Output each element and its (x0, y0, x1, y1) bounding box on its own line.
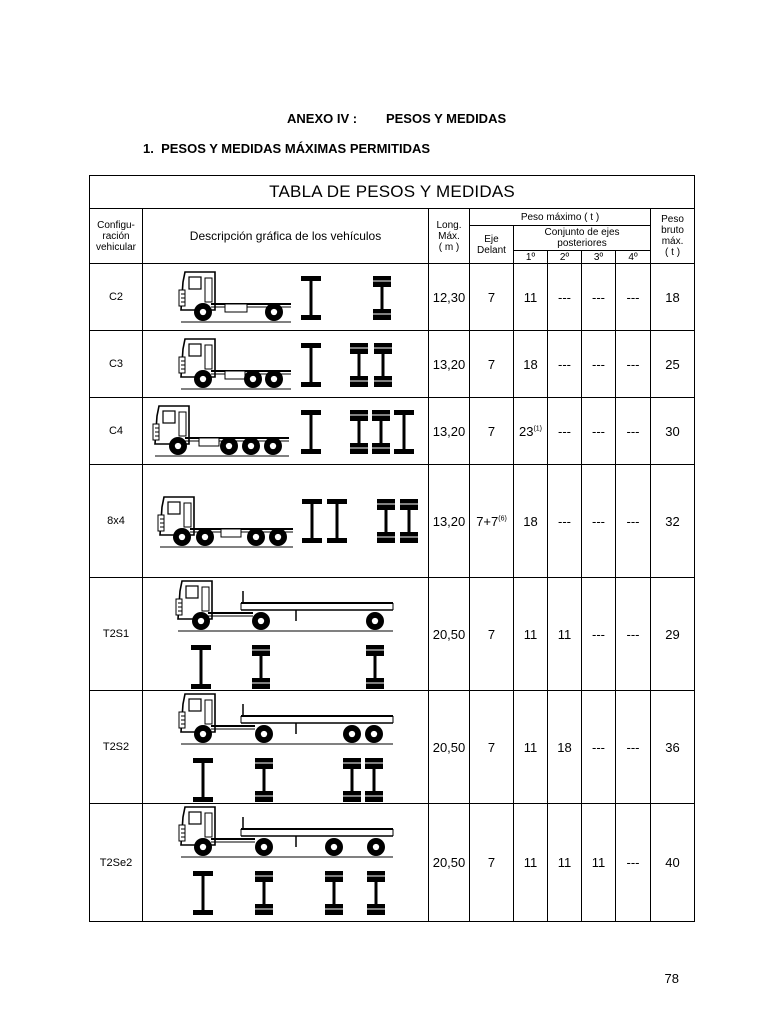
cell-length: 20,50 (429, 578, 470, 691)
rear-1-value: 18 (523, 356, 538, 372)
cell-rear-3: 11 (582, 804, 616, 922)
cell-length: 13,20 (429, 331, 470, 398)
wheel-icon (220, 437, 238, 455)
header-rear-group (514, 226, 651, 251)
wheel-icon (169, 437, 187, 455)
front-axle-value: 7 (487, 423, 496, 439)
header-front-axle-line: Delant (477, 244, 506, 256)
dual-wheel-axle-icon (343, 758, 361, 802)
rear-1-value: 18 (523, 513, 538, 529)
single-axle-icon (301, 276, 321, 320)
cell-rear-3: --- (582, 331, 616, 398)
header-front-axle-line: Eje (484, 233, 499, 245)
table-row (90, 331, 695, 398)
front-axle-value: 7 (487, 739, 496, 755)
single-axle-icon (301, 343, 321, 387)
cell-config: T2Se2 (90, 804, 143, 922)
header-gross (651, 209, 695, 264)
single-axle-icon (327, 499, 347, 543)
cell-config: 8x4 (90, 465, 143, 578)
wheel-icon (325, 838, 343, 856)
cell-rear-2: 11 (548, 804, 582, 922)
weights-measures-table (89, 175, 695, 922)
header-length-line: ( m ) (438, 241, 460, 253)
truck-cab-icon (179, 694, 215, 732)
truck-cab-icon (179, 807, 215, 845)
header-rear-1: 1º (514, 251, 548, 264)
header-config-line: ración (102, 230, 130, 242)
cell-rear-2: --- (548, 264, 582, 331)
cell-rear-1 (514, 691, 548, 804)
cell-config: C4 (90, 398, 143, 465)
vehicle-diagram (143, 264, 429, 330)
rear-1-value: 11 (523, 289, 538, 305)
cell-gross: 36 (651, 691, 695, 804)
cell-rear-4: --- (616, 264, 651, 331)
table-row (90, 804, 695, 922)
cell-rear-4: --- (616, 465, 651, 578)
cell-rear-2: 11 (548, 578, 582, 691)
cell-rear-3: --- (582, 398, 616, 465)
cell-rear-1 (514, 465, 548, 578)
table-row (90, 398, 695, 465)
wheel-icon (173, 528, 191, 546)
cell-gross: 25 (651, 331, 695, 398)
front-axle-value: 7 (487, 626, 496, 642)
wheel-icon (343, 725, 361, 743)
wheel-icon (367, 838, 385, 856)
dual-wheel-axle-icon (377, 499, 395, 543)
vehicle-diagram (143, 804, 429, 921)
cell-gross: 30 (651, 398, 695, 465)
single-axle-icon (193, 758, 213, 802)
rear-1-value: 11 (523, 626, 538, 642)
dual-wheel-axle-icon (255, 758, 273, 802)
dual-wheel-axle-icon (325, 871, 343, 915)
dual-wheel-axle-icon (367, 871, 385, 915)
wheel-icon (366, 612, 384, 630)
dual-wheel-axle-icon (372, 410, 390, 454)
truck-cab-icon (153, 406, 189, 444)
truck-cab-icon (179, 272, 215, 310)
cell-vehicle-drawing (143, 331, 429, 398)
header-front-axle (470, 226, 514, 264)
cell-gross: 18 (651, 264, 695, 331)
single-axle-icon (191, 645, 211, 689)
rear-1-value: 23 (518, 423, 534, 439)
cell-rear-4: --- (616, 804, 651, 922)
cell-rear-3: --- (582, 578, 616, 691)
wheel-icon (264, 437, 282, 455)
truck-cab-icon (176, 581, 212, 619)
wheel-icon (269, 528, 287, 546)
wheel-icon (196, 528, 214, 546)
dual-wheel-axle-icon (350, 343, 368, 387)
cell-config: C2 (90, 264, 143, 331)
cell-gross: 32 (651, 465, 695, 578)
cell-gross: 40 (651, 804, 695, 922)
rear-1-value: 11 (523, 739, 538, 755)
cell-rear-1 (514, 264, 548, 331)
header-config (90, 209, 143, 264)
front-axle-value: 7+7 (476, 513, 499, 529)
wheel-icon (265, 370, 283, 388)
dual-wheel-axle-icon (373, 276, 391, 320)
cell-length: 20,50 (429, 691, 470, 804)
cell-rear-1 (514, 331, 548, 398)
single-axle-icon (394, 410, 414, 454)
rear-1-value: 11 (523, 855, 538, 870)
front-axle-note: (6) (498, 515, 507, 523)
cell-vehicle-drawing (143, 465, 429, 578)
dual-wheel-axle-icon (374, 343, 392, 387)
table-row (90, 691, 695, 804)
table-row (90, 264, 695, 331)
header-description: Descripción gráfica de los vehículos (143, 209, 429, 264)
wheel-icon (265, 303, 283, 321)
cell-rear-2: --- (548, 465, 582, 578)
cell-front-axle (470, 578, 514, 691)
header-rear-4: 4º (616, 251, 651, 264)
header-config-line: Configu- (97, 219, 135, 231)
dual-wheel-axle-icon (255, 871, 273, 915)
cell-front-axle (470, 264, 514, 331)
cell-rear-2: 18 (548, 691, 582, 804)
header-rear-2: 2º (548, 251, 582, 264)
cell-gross: 29 (651, 578, 695, 691)
wheel-icon (194, 725, 212, 743)
wheel-icon (194, 303, 212, 321)
vehicle-diagram (143, 578, 429, 690)
truck-cab-icon (158, 497, 194, 535)
header-config-line: vehicular (95, 241, 137, 253)
vehicle-diagram (143, 691, 429, 803)
cell-rear-3: --- (582, 465, 616, 578)
cell-rear-4: --- (616, 398, 651, 465)
cell-front-axle (470, 804, 514, 922)
header-gross-line: ( t ) (665, 247, 681, 258)
table-row (90, 465, 695, 578)
header-rear-group-line: posteriores (557, 238, 607, 249)
cell-front-axle (470, 398, 514, 465)
wheel-icon (194, 370, 212, 388)
dual-wheel-axle-icon (400, 499, 418, 543)
cell-config: T2S1 (90, 578, 143, 691)
truck-cab-icon (179, 339, 215, 377)
cell-vehicle-drawing (143, 578, 429, 691)
front-axle-value: 7 (487, 855, 496, 870)
header-length-line: Long. (436, 219, 462, 231)
cell-rear-2: --- (548, 398, 582, 465)
cell-rear-4: --- (616, 331, 651, 398)
cell-vehicle-drawing (143, 398, 429, 465)
cell-front-axle (470, 691, 514, 804)
header-length-line: Máx. (438, 230, 460, 242)
table-title: TABLA DE PESOS Y MEDIDAS (90, 176, 695, 209)
cell-config: T2S2 (90, 691, 143, 804)
vehicle-diagram (143, 331, 429, 397)
cell-rear-4: --- (616, 691, 651, 804)
dual-wheel-axle-icon (365, 758, 383, 802)
header-gross-line: máx. (661, 236, 684, 247)
wheel-icon (255, 838, 273, 856)
page-number: 78 (664, 971, 679, 986)
annex-title: ANEXO IV : PESOS Y MEDIDAS (287, 111, 507, 126)
section-title: 1. PESOS Y MEDIDAS MÁXIMAS PERMITIDAS (143, 141, 431, 156)
cell-front-axle (470, 465, 514, 578)
dual-wheel-axle-icon (350, 410, 368, 454)
table-row (90, 578, 695, 691)
cell-length: 13,20 (429, 398, 470, 465)
cell-front-axle (470, 331, 514, 398)
dual-wheel-axle-icon (252, 645, 270, 689)
wheel-icon (244, 370, 262, 388)
cell-vehicle-drawing (143, 264, 429, 331)
wheel-icon (252, 612, 270, 630)
cell-length: 13,20 (429, 465, 470, 578)
single-axle-icon (302, 499, 322, 543)
cell-length: 20,50 (429, 804, 470, 922)
cell-vehicle-drawing (143, 691, 429, 804)
cell-rear-4: --- (616, 578, 651, 691)
front-axle-value: 7 (487, 289, 496, 305)
cell-rear-2: --- (548, 331, 582, 398)
wheel-icon (365, 725, 383, 743)
vehicle-diagram (143, 398, 429, 464)
header-gross-line: Peso (661, 214, 684, 225)
cell-rear-1 (514, 398, 548, 465)
wheel-icon (255, 725, 273, 743)
cell-rear-1 (514, 578, 548, 691)
cell-rear-3: --- (582, 691, 616, 804)
single-axle-icon (193, 871, 213, 915)
cell-vehicle-drawing (143, 804, 429, 922)
header-max-weight: Peso máximo ( t ) (470, 209, 651, 226)
single-axle-icon (301, 410, 321, 454)
front-axle-value: 7 (487, 356, 496, 372)
header-length (429, 209, 470, 264)
wheel-icon (242, 437, 260, 455)
cell-rear-1 (514, 804, 548, 922)
cell-length: 12,30 (429, 264, 470, 331)
vehicle-diagram (143, 465, 429, 577)
header-rear-group-line: Conjunto de ejes (544, 227, 620, 238)
wheel-icon (194, 838, 212, 856)
dual-wheel-axle-icon (366, 645, 384, 689)
cell-rear-3: --- (582, 264, 616, 331)
header-rear-3: 3º (582, 251, 616, 264)
wheel-icon (247, 528, 265, 546)
rear-1-note: (1) (533, 425, 543, 433)
wheel-icon (192, 612, 210, 630)
cell-config: C3 (90, 331, 143, 398)
header-gross-line: bruto (661, 225, 684, 236)
